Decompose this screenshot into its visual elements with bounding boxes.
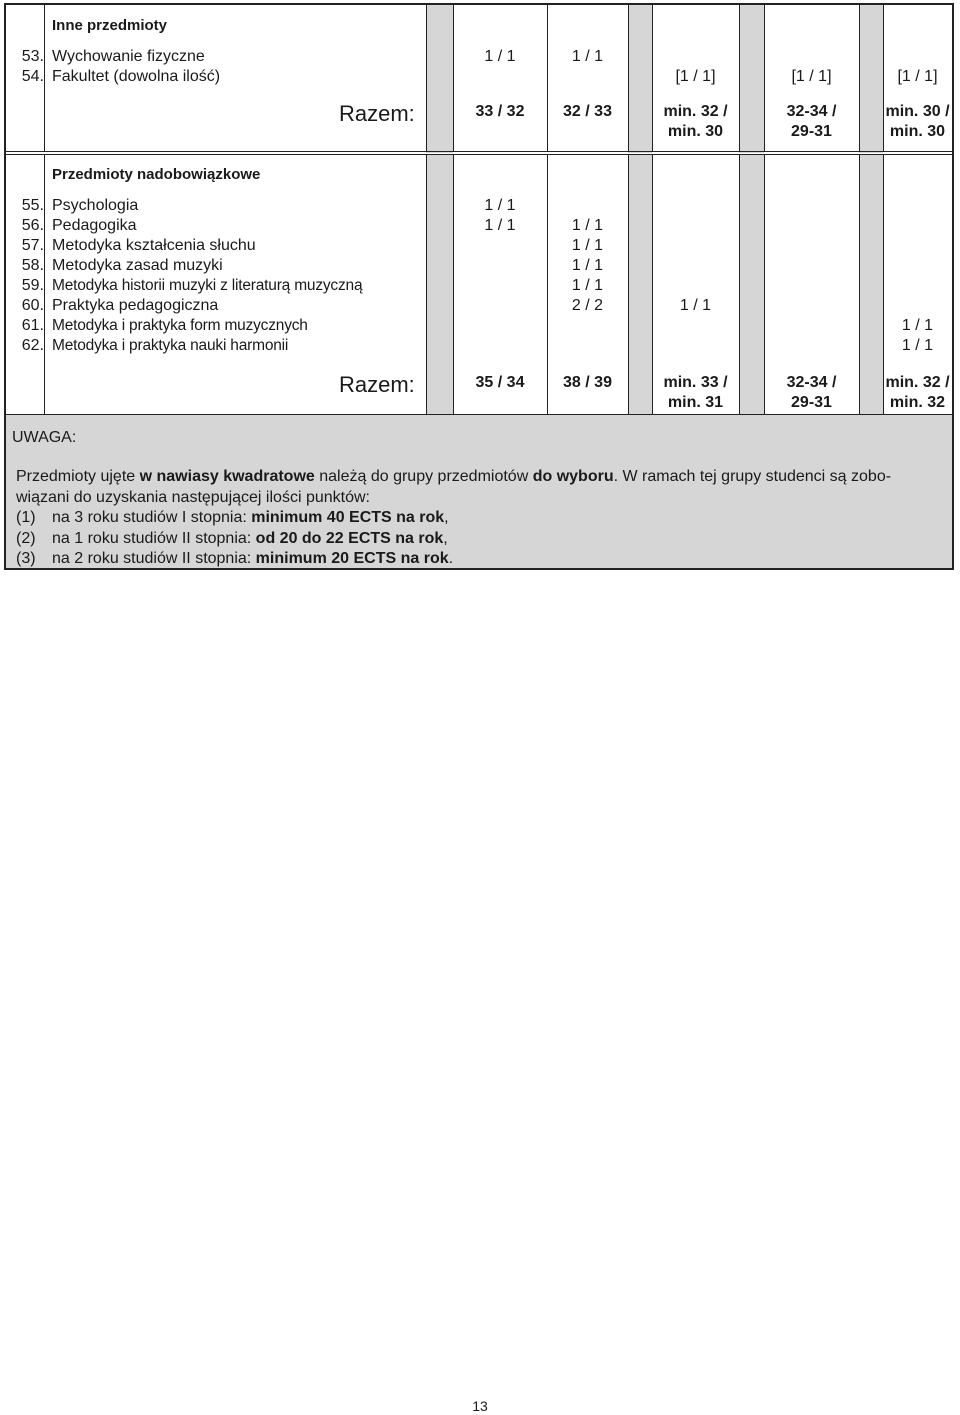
grey-column bbox=[426, 155, 453, 414]
note-bold: w nawiasy kwadratowe bbox=[139, 468, 315, 485]
row-number: 57. bbox=[21, 237, 44, 254]
grey-column bbox=[859, 5, 883, 153]
total-cell: 29-31 bbox=[791, 123, 832, 140]
column-line bbox=[453, 5, 454, 152]
row-number: 54. bbox=[21, 68, 44, 85]
note-line: wiązani do uzyskania następującej ilości punktów: bbox=[16, 488, 370, 506]
total-cell: min. 30 bbox=[889, 123, 946, 140]
total-cell: 32-34 / bbox=[786, 103, 837, 120]
subject-name: Metodyka i praktyka nauki harmonii bbox=[52, 337, 289, 354]
subject-name: Psychologia bbox=[52, 197, 139, 214]
grey-column bbox=[426, 5, 453, 153]
table-cell: 2 / 2 bbox=[571, 297, 604, 314]
grey-column bbox=[739, 5, 764, 153]
note-paragraph bbox=[16, 467, 946, 508]
subject-name: Fakultet (dowolna ilość) bbox=[52, 68, 221, 85]
row-number: 60. bbox=[21, 297, 44, 314]
subject-name: Metodyka kształcenia słuchu bbox=[52, 237, 256, 254]
list-text bbox=[52, 529, 448, 550]
total-cell: min. 31 bbox=[667, 394, 724, 411]
column-line bbox=[628, 5, 629, 152]
section-heading: Przedmioty nadobowiązkowe bbox=[52, 166, 261, 183]
total-cell: 32-34 / bbox=[786, 374, 837, 391]
list-marker: (2) bbox=[16, 529, 36, 547]
table-cell: [1 / 1] bbox=[897, 68, 938, 85]
column-line bbox=[426, 5, 427, 152]
note-text: Przedmioty ujęte bbox=[16, 468, 140, 485]
total-cell: min. 30 bbox=[667, 123, 724, 140]
table-cell: 1 / 1 bbox=[571, 257, 604, 274]
list-text-plain: na 2 roku studiów II stopnia: bbox=[52, 550, 256, 567]
list-text bbox=[52, 549, 453, 570]
row-number: 53. bbox=[21, 48, 44, 65]
table-cell: 1 / 1 bbox=[901, 337, 934, 354]
table-cell: 1 / 1 bbox=[571, 237, 604, 254]
column-line bbox=[44, 155, 45, 415]
table-cell: 1 / 1 bbox=[571, 277, 604, 294]
razem-label: Razem: bbox=[339, 101, 415, 126]
table-cell: 1 / 1 bbox=[484, 217, 516, 234]
table-cell: [1 / 1] bbox=[791, 68, 832, 85]
subject-name: Wychowanie fizyczne bbox=[52, 48, 205, 65]
total-cell: min. 33 / bbox=[663, 374, 728, 391]
list-text bbox=[52, 508, 449, 529]
divider bbox=[6, 414, 952, 415]
total-cell: 32 / 33 bbox=[563, 103, 612, 120]
total-cell: 33 / 32 bbox=[475, 103, 525, 120]
table-cell: 1 / 1 bbox=[484, 197, 516, 214]
list-text-bold: minimum 20 ECTS na rok bbox=[255, 550, 449, 567]
table-cell: 1 / 1 bbox=[679, 297, 712, 314]
list-text-end: , bbox=[443, 529, 448, 547]
row-number: 58. bbox=[21, 257, 44, 274]
list-text-bold: od 20 do 22 ECTS na rok bbox=[255, 529, 444, 547]
page-number: 13 bbox=[472, 1398, 488, 1414]
grey-column bbox=[628, 5, 652, 153]
divider bbox=[6, 151, 952, 152]
divider bbox=[6, 154, 952, 155]
list-text-bold: minimum 40 ECTS na rok bbox=[251, 509, 445, 526]
table-cell: 1 / 1 bbox=[484, 48, 516, 65]
total-cell: 29-31 bbox=[791, 394, 832, 411]
column-line bbox=[739, 155, 740, 415]
column-line bbox=[426, 155, 427, 415]
row-number: 59. bbox=[21, 277, 44, 294]
table-frame bbox=[4, 3, 954, 570]
table-cell: 1 / 1 bbox=[571, 48, 604, 65]
total-cell: min. 32 / bbox=[885, 374, 950, 391]
row-number: 56. bbox=[21, 217, 44, 234]
column-line bbox=[859, 155, 860, 415]
list-text-end: , bbox=[444, 509, 449, 526]
list-text-end: . bbox=[448, 550, 454, 567]
grey-column bbox=[859, 155, 883, 414]
note-text: należą do grupy przedmiotów bbox=[314, 468, 533, 485]
note-line bbox=[16, 467, 946, 488]
razem-label: Razem: bbox=[339, 372, 415, 397]
grey-column bbox=[739, 155, 764, 414]
row-number: 62. bbox=[21, 337, 44, 354]
note-bold: do wyboru bbox=[532, 468, 614, 485]
row-number: 55. bbox=[21, 197, 44, 214]
total-cell: min. 32 / bbox=[663, 103, 728, 120]
subject-name: Pedagogika bbox=[52, 217, 137, 234]
uwaga-label: UWAGA: bbox=[12, 429, 77, 446]
row-number: 61. bbox=[21, 317, 44, 334]
column-line bbox=[547, 5, 548, 152]
table-cell: 1 / 1 bbox=[901, 317, 934, 334]
list-marker: (1) bbox=[16, 509, 36, 526]
subject-name: Metodyka historii muzyki z literaturą muzyczną bbox=[52, 277, 363, 294]
subject-name: Metodyka zasad muzyki bbox=[52, 257, 223, 274]
subject-name: Metodyka i praktyka form muzycznych bbox=[52, 317, 308, 334]
total-cell: 38 / 39 bbox=[563, 374, 612, 391]
table-cell: 1 / 1 bbox=[571, 217, 604, 234]
grey-column bbox=[628, 155, 652, 414]
column-line bbox=[44, 5, 45, 152]
note-text: . W ramach tej grupy studenci są zobo- bbox=[613, 468, 892, 485]
column-line bbox=[739, 5, 740, 152]
list-marker: (3) bbox=[16, 550, 36, 567]
total-cell: min. 30 / bbox=[885, 103, 950, 120]
subject-name: Praktyka pedagogiczna bbox=[52, 297, 219, 314]
section-heading: Inne przedmioty bbox=[52, 17, 168, 34]
table-cell: [1 / 1] bbox=[675, 68, 716, 85]
list-text-plain: na 1 roku studiów II stopnia: bbox=[52, 529, 256, 547]
total-cell: min. 32 bbox=[889, 394, 946, 411]
column-line bbox=[859, 5, 860, 152]
column-line bbox=[628, 155, 629, 415]
total-cell: 35 / 34 bbox=[475, 374, 525, 391]
list-text-plain: na 3 roku studiów I stopnia: bbox=[52, 509, 252, 526]
